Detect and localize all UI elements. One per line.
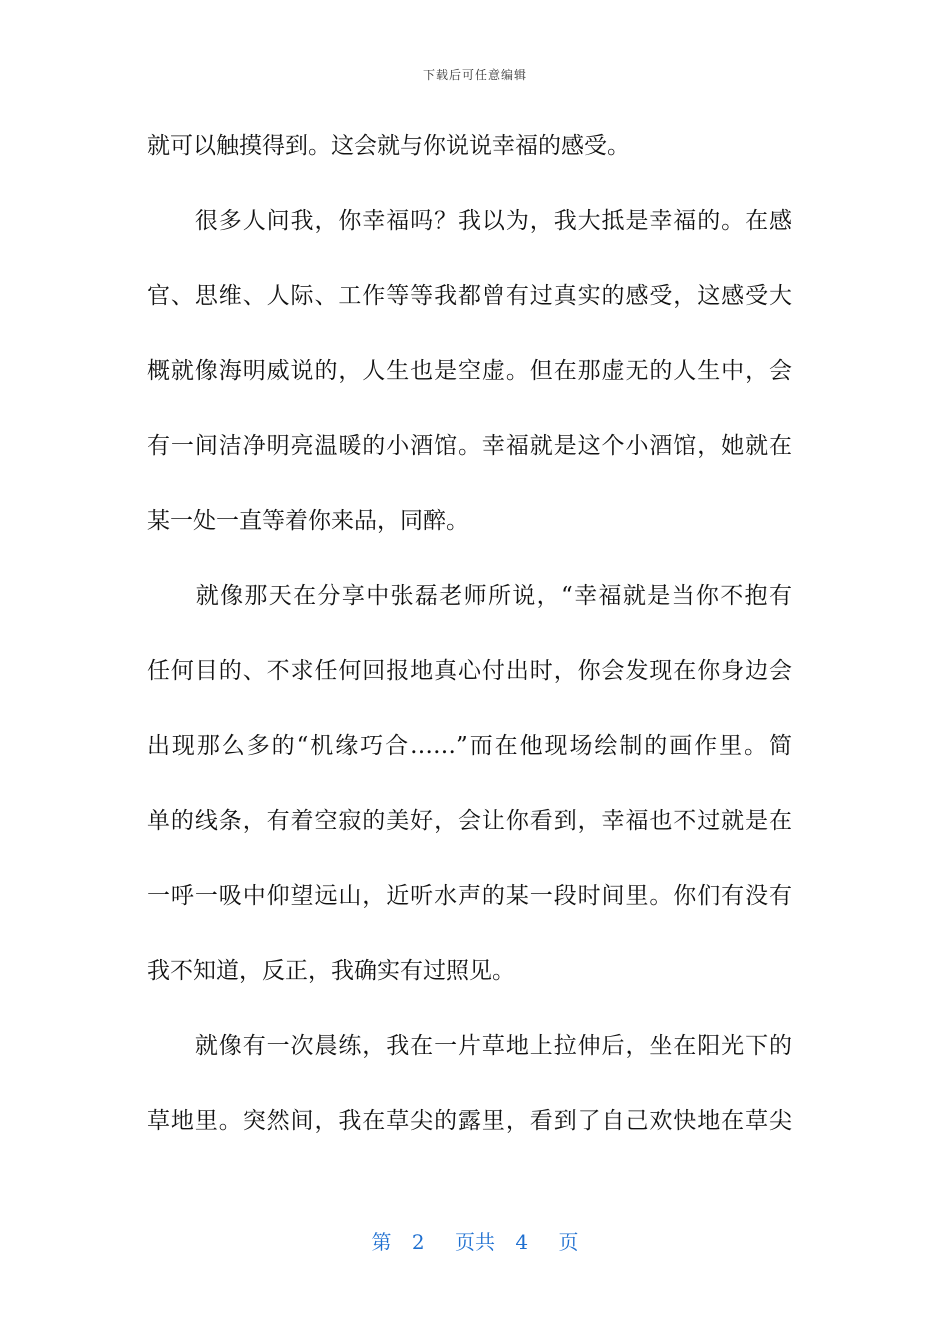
document-body: [147, 120, 792, 1170]
page-number-prefix: 第: [371, 1230, 392, 1254]
text-line: 草地里。突然间，我在草尖的露里，看到了自己欢快地在草尖: [147, 1108, 792, 1134]
page-footer: [0, 1226, 950, 1255]
text-line: 官、思维、人际、工作等等我都曾有过真实的感受，这感受大: [147, 283, 792, 309]
text-line: 一呼一吸中仰望远山，近听水声的某一段时间里。你们有没有: [147, 883, 792, 909]
text-line: 我不知道，反正，我确实有过照见。: [147, 958, 515, 984]
page-number-suffix: 页: [558, 1230, 579, 1254]
text-line: 概就像海明威说的，人生也是空虚。但在那虚无的人生中，会: [147, 358, 792, 384]
total-pages-number: 4: [515, 1230, 529, 1254]
text-line: 某一处一直等着你来品，同醉。: [147, 508, 469, 534]
text-line: 很多人问我，你幸福吗？我以为，我大抵是幸福的。在感: [147, 208, 792, 234]
text-line: 就像那天在分享中张磊老师所说，“幸福就是当你不抱有: [147, 583, 792, 609]
current-page-number: 2: [411, 1230, 425, 1254]
text-line: 出现那么多的“机缘巧合……”而在他现场绘制的画作里。简: [147, 733, 792, 759]
text-line: 有一间洁净明亮温暖的小酒馆。幸福就是这个小酒馆，她就在: [147, 433, 792, 459]
text-line: 任何目的、不求任何回报地真心付出时，你会发现在你身边会: [147, 658, 792, 684]
text-line: 就像有一次晨练，我在一片草地上拉伸后，坐在阳光下的: [147, 1033, 792, 1059]
page-number-middle: 页共: [455, 1230, 495, 1254]
text-line: 单的线条，有着空寂的美好，会让你看到，幸福也不过就是在: [147, 808, 792, 834]
text-line: 就可以触摸得到。这会就与你说说幸福的感受。: [147, 133, 630, 159]
page-header: 下载后可任意编辑: [422, 68, 527, 82]
